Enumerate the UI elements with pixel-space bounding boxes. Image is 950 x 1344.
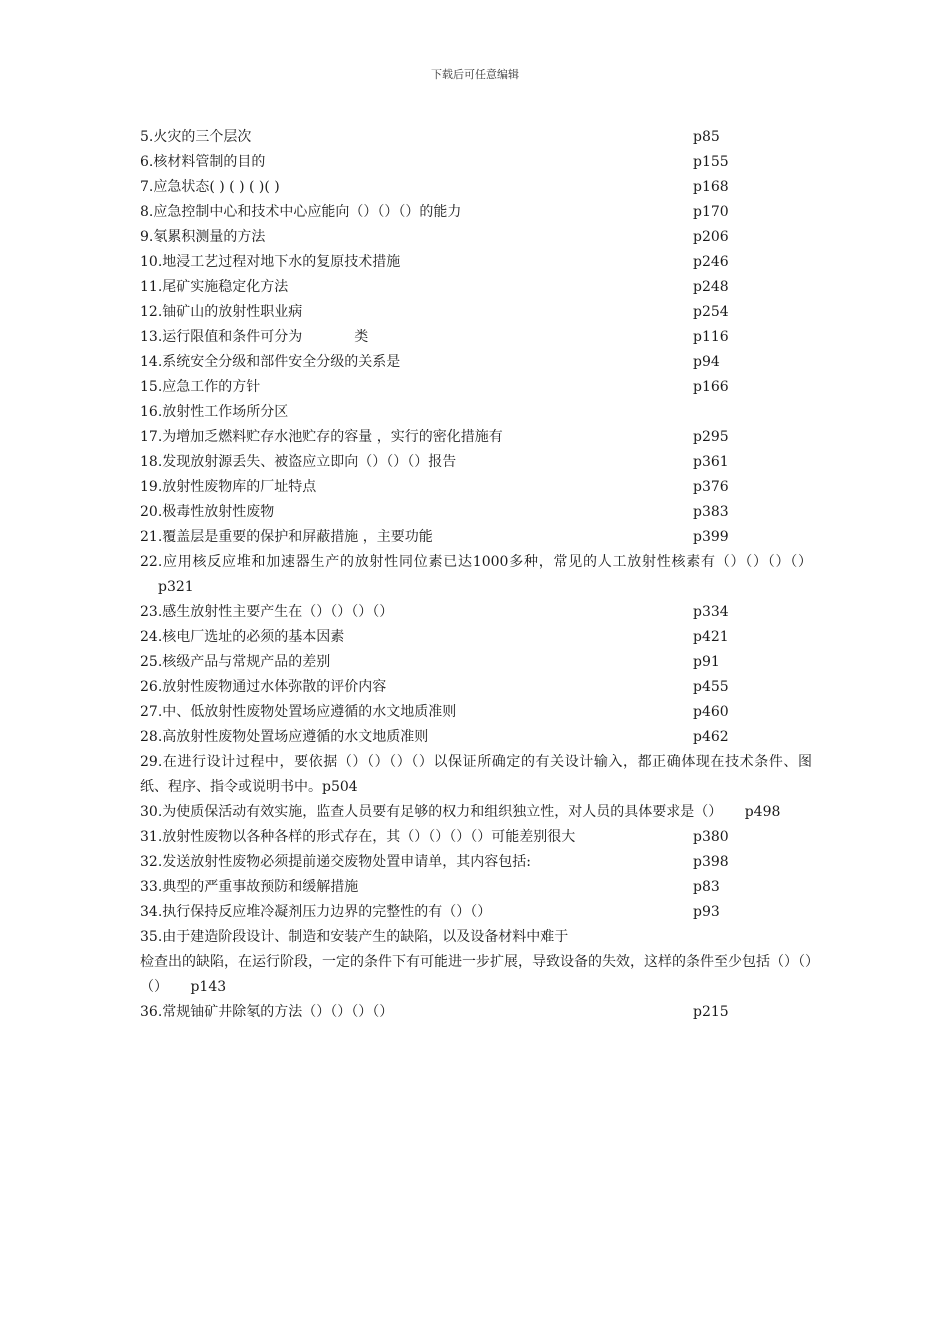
question-text: 27.中、低放射性废物处置场应遵循的水文地质准则 <box>140 704 457 720</box>
page-reference: p455 <box>693 679 729 695</box>
question-item <box>140 750 812 800</box>
question-text: 16.放射性工作场所分区 <box>140 404 289 420</box>
page-reference: p83 <box>693 879 720 895</box>
question-item <box>140 175 812 200</box>
page-reference: p155 <box>693 154 729 170</box>
question-item <box>140 500 812 525</box>
question-item <box>140 275 812 300</box>
question-item <box>140 725 812 750</box>
page-reference: p295 <box>693 429 729 445</box>
question-text: 33.典型的严重事故预防和缓解措施 <box>140 879 359 895</box>
question-item <box>140 200 812 225</box>
question-item <box>140 850 812 875</box>
page-reference: p399 <box>693 529 729 545</box>
page-reference: p94 <box>693 354 720 370</box>
question-list <box>140 125 812 1025</box>
page-reference: p93 <box>693 904 720 920</box>
page-reference: p246 <box>693 254 729 270</box>
question-item <box>140 625 812 650</box>
question-item <box>140 525 812 550</box>
question-item <box>140 325 812 350</box>
question-item <box>140 950 812 1000</box>
page-reference: p380 <box>693 829 729 845</box>
page-reference: p334 <box>693 604 729 620</box>
question-item <box>140 700 812 725</box>
question-item <box>140 650 812 675</box>
question-text: 10.地浸工艺过程对地下水的复原技术措施 <box>140 254 401 270</box>
question-item <box>140 450 812 475</box>
question-text: 6.核材料管制的目的 <box>140 154 266 170</box>
question-item <box>140 675 812 700</box>
question-text: 7.应急状态( ) ( ) ( )( ) <box>140 179 280 195</box>
page-reference: p321 <box>158 579 194 595</box>
page-reference: p215 <box>693 1004 729 1020</box>
page-reference: p143 <box>190 979 227 995</box>
question-text: 31.放射性废物以各种各样的形式存在，其（）（）（）（）可能差别很大 <box>140 829 576 845</box>
question-item <box>140 900 812 925</box>
question-item <box>140 600 812 625</box>
question-item <box>140 150 812 175</box>
question-text: 36.常规铀矿井除氡的方法（）（）（）（） <box>140 1004 394 1020</box>
page-reference: p168 <box>693 179 729 195</box>
question-text: 11.尾矿实施稳定化方法 <box>140 279 289 295</box>
question-text: 28.高放射性废物处置场应遵循的水文地质准则 <box>140 729 429 745</box>
page-reference: p398 <box>693 854 729 870</box>
question-text: 29.在进行设计过程中，要依据（）（）（）（）以保证所确定的有关设计输入，都正确体现在技术条件、图纸、程序、指令或说明书中。p504 <box>140 754 812 795</box>
page-reference: p376 <box>693 479 729 495</box>
page-reference: p254 <box>693 304 729 320</box>
page-reference: p206 <box>693 229 729 245</box>
question-item <box>140 550 812 600</box>
question-text: 检查出的缺陷，在运行阶段，一定的条件下有可能进一步扩展，导致设备的失效，这样的条件至少包括（）（）（） <box>140 954 812 995</box>
question-item <box>140 375 812 400</box>
page-reference: p248 <box>693 279 729 295</box>
question-text-after-blank: 类 <box>354 329 369 345</box>
question-text: 23.感生放射性主要产生在（）（）（）（） <box>140 604 394 620</box>
question-item <box>140 400 812 425</box>
question-text: 9.氡累积测量的方法 <box>140 229 266 245</box>
question-text: 12.铀矿山的放射性职业病 <box>140 304 303 320</box>
question-text: 35.由于建造阶段设计、制造和安装产生的缺陷，以及设备材料中难于 <box>140 929 569 945</box>
page-reference: p91 <box>693 654 720 670</box>
question-text: 15.应急工作的方针 <box>140 379 261 395</box>
question-item <box>140 225 812 250</box>
question-text: 34.执行保持反应堆冷凝剂压力边界的完整性的有（）（） <box>140 904 492 920</box>
page-reference: p460 <box>693 704 729 720</box>
question-item <box>140 475 812 500</box>
page-reference: p361 <box>693 454 729 470</box>
question-item <box>140 875 812 900</box>
question-item <box>140 925 812 950</box>
question-item <box>140 800 812 825</box>
page-reference: p85 <box>693 129 720 145</box>
question-text: 18.发现放射源丢失、被盗应立即向（）（）（）报告 <box>140 454 457 470</box>
question-item <box>140 125 812 150</box>
question-item <box>140 425 812 450</box>
question-item <box>140 350 812 375</box>
question-text: 19.放射性废物库的厂址特点 <box>140 479 317 495</box>
question-text: 32.发送放射性废物必须提前递交废物处置申请单，其内容包括: <box>140 854 531 870</box>
question-text <box>140 325 368 350</box>
question-text: 24.核电厂选址的必须的基本因素 <box>140 629 345 645</box>
page-reference: p498 <box>744 804 781 820</box>
question-text: 21.覆盖层是重要的保护和屏蔽措施 ，主要功能 <box>140 529 433 545</box>
page-reference: p116 <box>693 329 729 345</box>
question-item <box>140 300 812 325</box>
page-reference: p421 <box>693 629 729 645</box>
question-text: 5.火灾的三个层次 <box>140 129 252 145</box>
question-text: 20.极毒性放射性废物 <box>140 504 275 520</box>
question-item <box>140 825 812 850</box>
question-text: 14.系统安全分级和部件安全分级的关系是 <box>140 354 401 370</box>
question-text: 17.为增加乏燃料贮存水池贮存的容量 ，实行的密化措施有 <box>140 429 503 445</box>
question-text: 25.核级产品与常规产品的差别 <box>140 654 331 670</box>
question-item <box>140 1000 812 1025</box>
page-reference: p166 <box>693 379 729 395</box>
question-text: 26.放射性废物通过水体弥散的评价内容 <box>140 679 387 695</box>
page-reference: p462 <box>693 729 729 745</box>
question-text: 8.应急控制中心和技术中心应能向（）（）（）的能力 <box>140 204 462 220</box>
question-item <box>140 250 812 275</box>
page-header: 下载后可任意编辑 <box>431 68 519 81</box>
question-text: 22.应用核反应堆和加速器生产的放射性同位素已达1000多种，常见的人工放射性核素有（）（）（）（） <box>140 554 812 570</box>
page-reference: p383 <box>693 504 729 520</box>
question-text: 30.为使质保活动有效实施，监查人员要有足够的权力和组织独立性，对人员的具体要求是（） <box>140 804 723 820</box>
page-reference: p170 <box>693 204 729 220</box>
question-text-before-blank: 13.运行限值和条件可分为 <box>140 329 303 345</box>
